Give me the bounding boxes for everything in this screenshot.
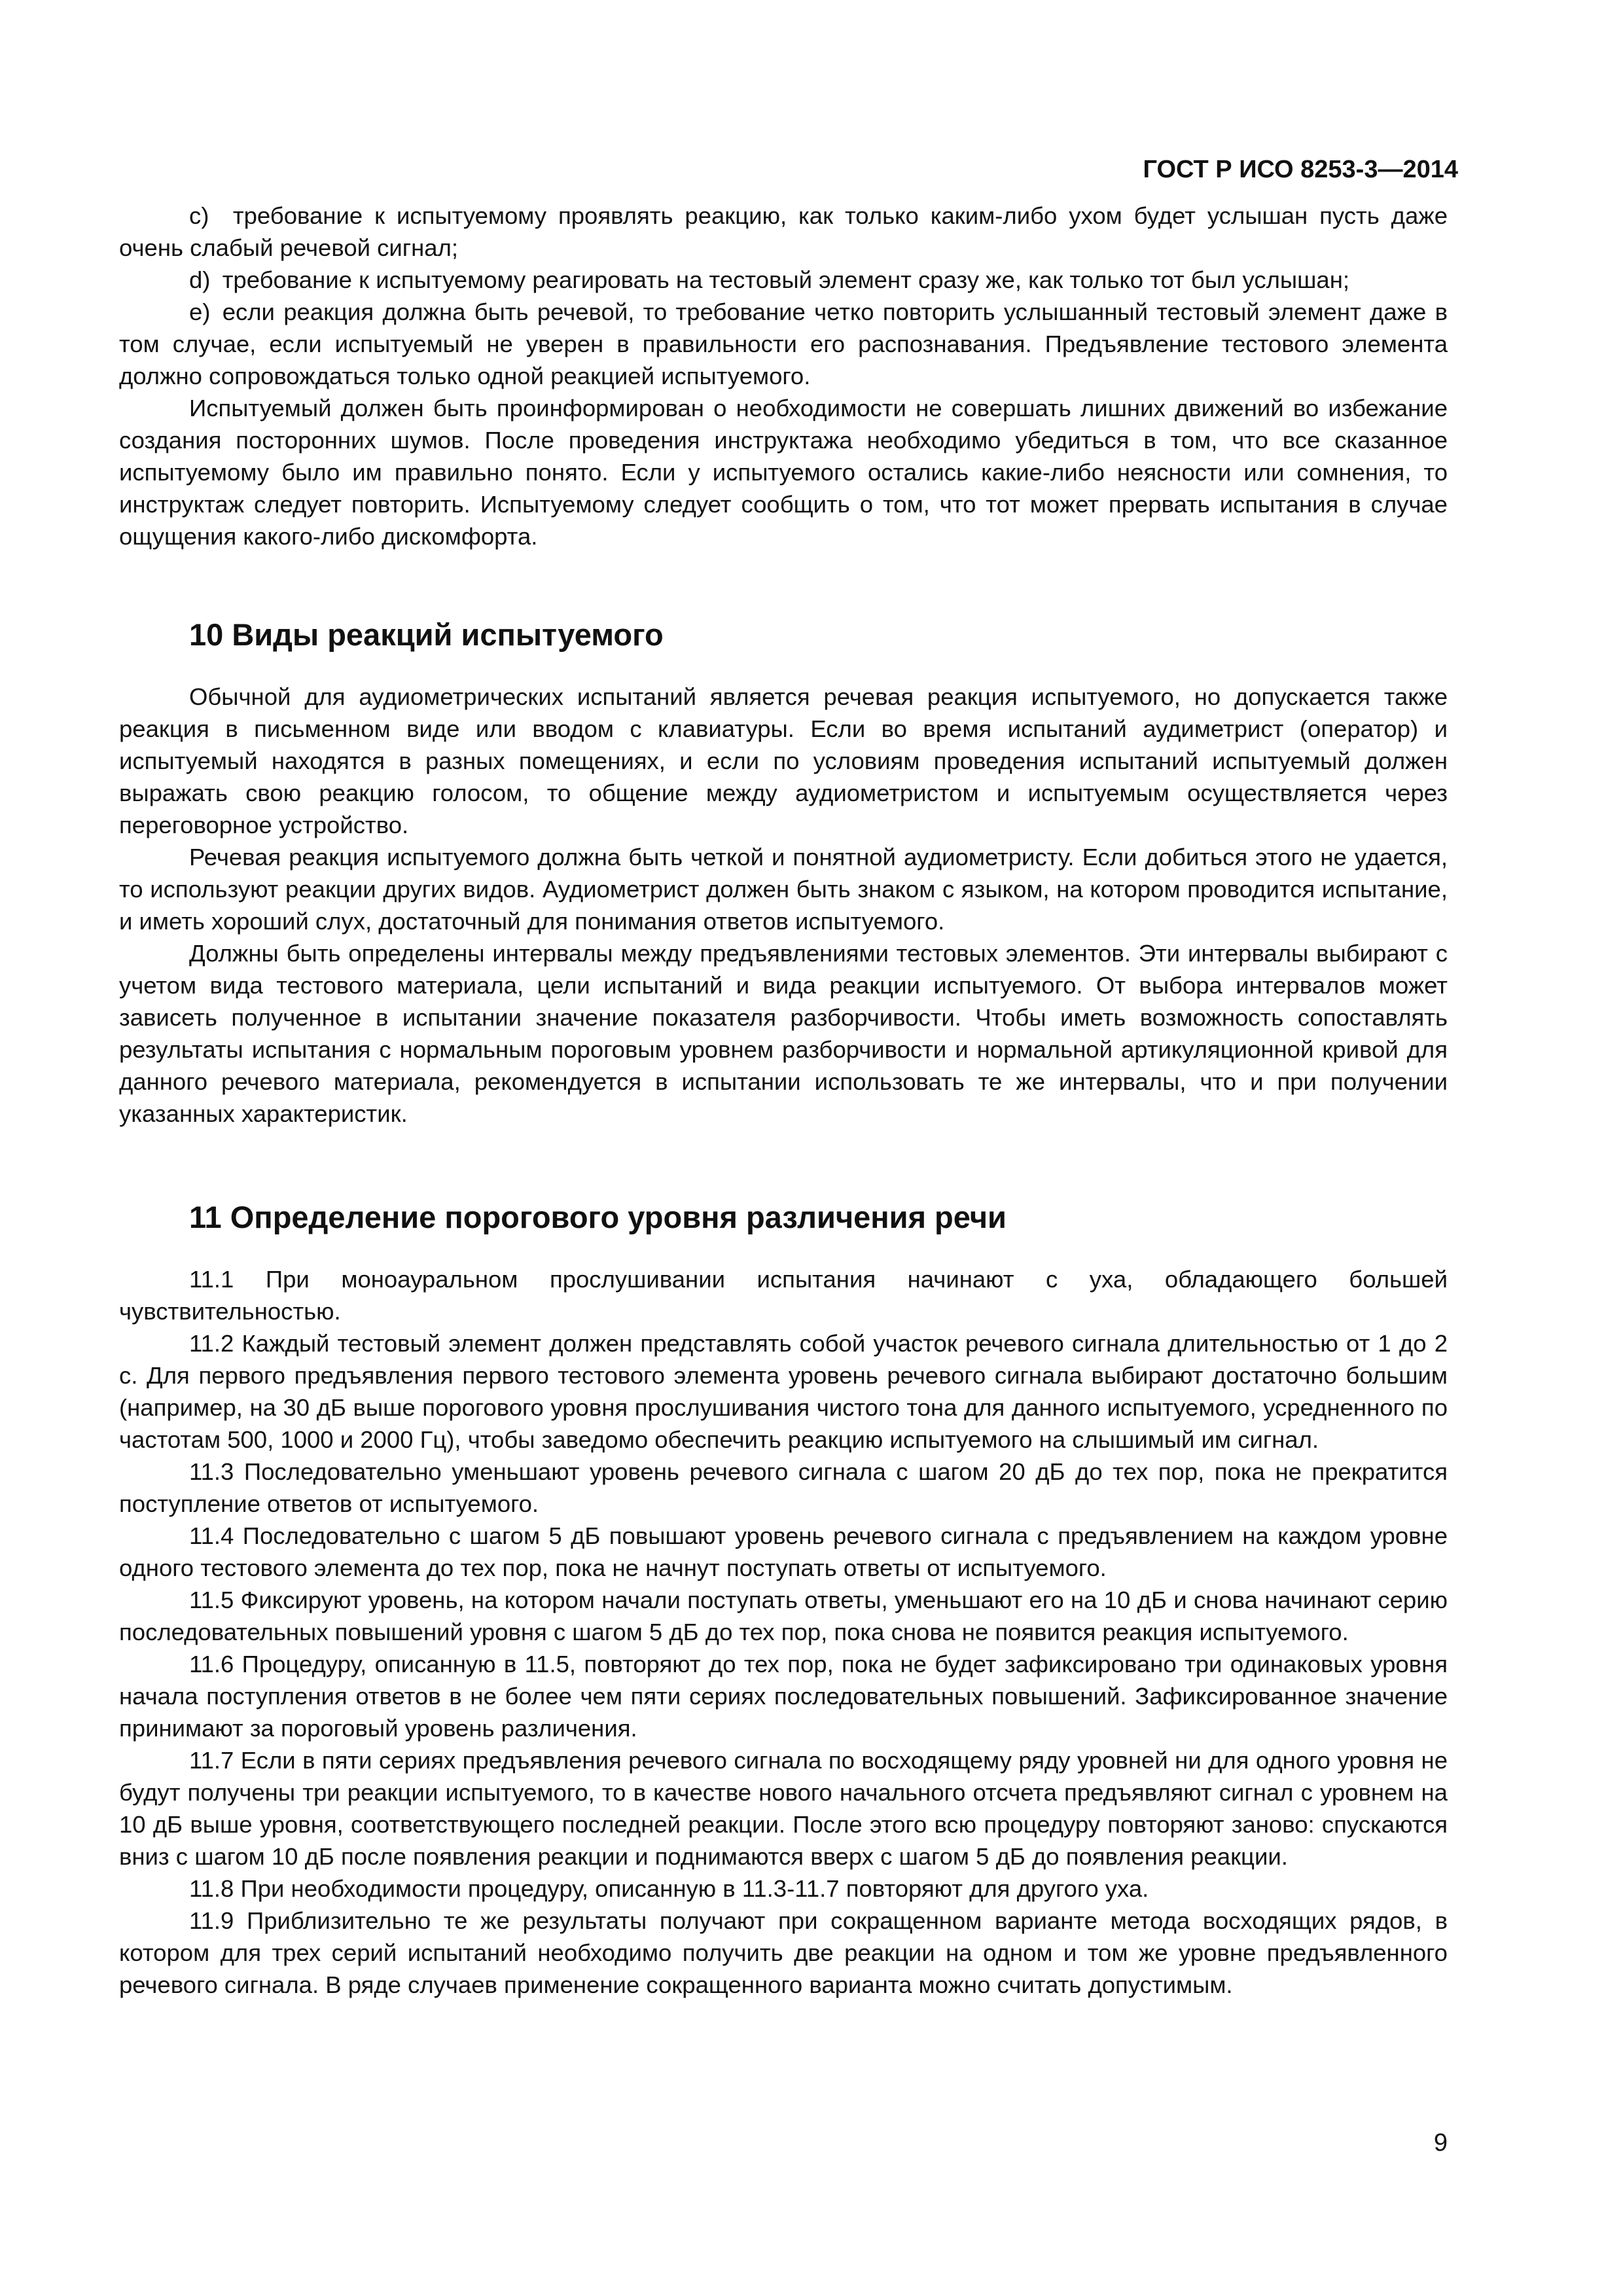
clause-11-1: 11.1 При моноауральном прослушивании испытания начинают с уха, обладающего большей чувствительностью. [119, 1266, 1448, 1325]
section-10-text [119, 681, 1448, 1130]
section-11-heading: 11 Определение порогового уровня различения речи [189, 1200, 1007, 1234]
paragraph: Должны быть определены интервалы между предъявлениями тестовых элементов. Эти интервалы выбирают с учетом вида тестового материала, цели испытаний и вида реакции испытуемого. От выбора интервалов может зависеть полученное в испытании значение показателя разборчивости. Чтобы иметь возможность сопоставлять результаты испытания с нормальным пороговым уровнем разборчивости и нормальной артикуляционной кривой для данного речевого материала, рекомендуется в испытании использовать те же интервалы, что и при получении указанных характеристик. [119, 940, 1448, 1127]
clause-11-9: 11.9 Приблизительно те же результаты получают при сокращенном варианте метода восходящих рядов, в котором для трех серий испытаний необходимо получить две реакции на одном и том же уровне предъявленного речевого сигнала. В ряде случаев применение сокращенного варианта можно считать допустимым. [119, 1907, 1448, 1998]
paragraph: Испытуемый должен быть проинформирован о необходимости не совершать лишних движений во избежание создания посторонних шумов. После проведения инструктажа необходимо убедиться в том, что все сказанное испытуемому было им правильно понято. Если у испытуемого остались какие-либо неясности или сомнения, то инструктаж следует повторить. Испытуемому следует сообщить о том, что тот может прервать испытания в случае ощущения какого-либо дискомфорта. [119, 395, 1448, 550]
clause-11-4: 11.4 Последовательно с шагом 5 дБ повышают уровень речевого сигнала с предъявлением на каждом уровне одного тестового элемента до тех пор, пока не начнут поступать ответы от испытуемого. [119, 1522, 1448, 1581]
clause-11-5: 11.5 Фиксируют уровень, на котором начали поступать ответы, уменьшают его на 10 дБ и снова начинают серию последовательных повышений уровня с шагом 5 дБ до тех пор, пока снова не появится реакция испытуемого. [119, 1587, 1448, 1645]
paragraph: Речевая реакция испытуемого должна быть четкой и понятной аудиометристу. Если добиться этого не удается, то используют реакции других видов. Аудиометрист должен быть знаком с языком, на котором проводится испытание, и иметь хороший слух, достаточный для понимания ответов испытуемого. [119, 844, 1448, 935]
page-number: 9 [1433, 2129, 1448, 2157]
list-item-d: d) требование к испытуемому реагировать на тестовый элемент сразу же, как только тот был услышан; [189, 266, 1349, 293]
clause-11-8: 11.8 При необходимости процедуру, описанную в 11.3-11.7 повторяют для другого уха. [189, 1875, 1149, 1902]
document-header: ГОСТ Р ИСО 8253-3—2014 [1143, 156, 1458, 183]
intro-text-block [119, 200, 1448, 552]
section-11-text [119, 1263, 1448, 2001]
clause-11-6: 11.6 Процедуру, описанную в 11.5, повторяют до тех пор, пока не будет зафиксировано три одинаковых уровня начала поступления ответов в не более чем пяти сериях последовательных повышений. Зафиксированное значение принимают за пороговый уровень различения. [119, 1651, 1448, 1742]
paragraph: Обычной для аудиометрических испытаний является речевая реакция испытуемого, но допускается также реакция в письменном виде или вводом с клавиатуры. Если во время испытаний аудиметрист (оператор) и испытуемый находятся в разных помещениях, и если по условиям проведения испытаний испытуемый должен выражать свою реакцию голосом, то общение между аудиометристом и испытуемым осуществляется через переговорное устройство. [119, 683, 1448, 838]
list-item-e: e) если реакция должна быть речевой, то требование четко повторить услышанный тестовый элемент даже в том случае, если испытуемый не уверен в правильности его распознавания. Предъявление тестового элемента должно сопровождаться только одной реакцией испытуемого. [119, 298, 1448, 389]
list-item-c: c) требование к испытуемому проявлять реакцию, как только каким-либо ухом будет услышан пусть даже очень слабый речевой сигнал; [119, 202, 1448, 261]
clause-11-2: 11.2 Каждый тестовый элемент должен представлять собой участок речевого сигнала длительностью от 1 до 2 с. Для первого предъявления первого тестового элемента уровень речевого сигнала выбирают достаточно большим (например, на 30 дБ выше порогового уровня прослушивания чистого тона для данного испытуемого, усредненного по частотам 500, 1000 и 2000 Гц), чтобы заведомо обеспечить реакцию испытуемого на слышимый им сигнал. [119, 1330, 1448, 1453]
clause-11-7: 11.7 Если в пяти сериях предъявления речевого сигнала по восходящему ряду уровней ни для одного уровня не будут получены три реакции испытуемого, то в качестве нового начального отсчета предъявляют сигнал с уровнем на 10 дБ выше уровня, соответствующего последней реакции. После этого всю процедуру повторяют заново: спускаются вниз с шагом 10 дБ после появления реакции и поднимаются вверх с шагом 5 дБ до появления реакции. [119, 1747, 1448, 1870]
section-10-heading: 10 Виды реакций испытуемого [189, 617, 664, 652]
clause-11-3: 11.3 Последовательно уменьшают уровень речевого сигнала с шагом 20 дБ до тех пор, пока не прекратится поступление ответов от испытуемого. [119, 1458, 1448, 1517]
